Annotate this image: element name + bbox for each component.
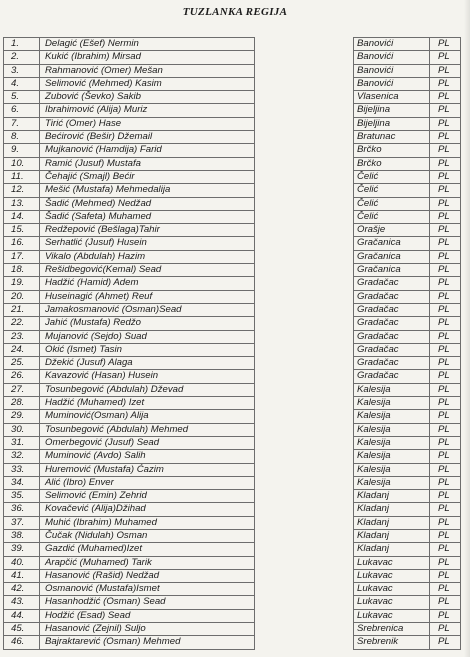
- party-code: PL: [430, 91, 461, 104]
- party-code: PL: [430, 117, 461, 130]
- row-number: 20.: [4, 290, 40, 303]
- table-row: [4, 250, 461, 263]
- table-row: [4, 91, 461, 104]
- spacer-cell: [255, 543, 354, 556]
- municipality: Čelić: [354, 184, 430, 197]
- member-name: Huseinagić (Ahmet) Reuf: [40, 290, 255, 303]
- spacer-cell: [255, 343, 354, 356]
- municipality: Gračanica: [354, 250, 430, 263]
- party-code: PL: [430, 170, 461, 183]
- party-code: PL: [430, 450, 461, 463]
- spacer-cell: [255, 556, 354, 569]
- row-number: 22.: [4, 317, 40, 330]
- party-code: PL: [430, 370, 461, 383]
- member-name: Delagić (Ešef) Nermin: [40, 38, 255, 51]
- table-row: [4, 423, 461, 436]
- party-code: PL: [430, 237, 461, 250]
- member-name: Hodžić (Esad) Sead: [40, 609, 255, 622]
- party-code: PL: [430, 51, 461, 64]
- table-row: [4, 490, 461, 503]
- row-number: 24.: [4, 343, 40, 356]
- table-row: [4, 370, 461, 383]
- table-row: [4, 64, 461, 77]
- spacer-cell: [255, 397, 354, 410]
- member-name: Kukić (Ibrahim) Mirsad: [40, 51, 255, 64]
- party-code: PL: [430, 569, 461, 582]
- spacer-cell: [255, 596, 354, 609]
- row-number: 1.: [4, 38, 40, 51]
- party-code: PL: [430, 343, 461, 356]
- table-row: [4, 397, 461, 410]
- table-row: [4, 104, 461, 117]
- spacer-cell: [255, 423, 354, 436]
- party-code: PL: [430, 596, 461, 609]
- municipality: Kalesija: [354, 476, 430, 489]
- row-number: 41.: [4, 569, 40, 582]
- municipality: Banovići: [354, 64, 430, 77]
- row-number: 40.: [4, 556, 40, 569]
- member-name: Hadžić (Muhamed) Izet: [40, 397, 255, 410]
- party-code: PL: [430, 104, 461, 117]
- spacer-cell: [255, 609, 354, 622]
- spacer-cell: [255, 303, 354, 316]
- table-row: [4, 410, 461, 423]
- spacer-cell: [255, 490, 354, 503]
- member-name: Osmanović (Mustafa)Ismet: [40, 583, 255, 596]
- spacer-cell: [255, 529, 354, 542]
- spacer-cell: [255, 64, 354, 77]
- municipality: Gračanica: [354, 237, 430, 250]
- municipality: Gradačac: [354, 357, 430, 370]
- table-row: [4, 170, 461, 183]
- party-code: PL: [430, 410, 461, 423]
- table-row: [4, 51, 461, 64]
- spacer-cell: [255, 184, 354, 197]
- spacer-cell: [255, 264, 354, 277]
- municipality: Banovići: [354, 38, 430, 51]
- table-row: [4, 290, 461, 303]
- municipality: Brčko: [354, 157, 430, 170]
- spacer-cell: [255, 516, 354, 529]
- spacer-cell: [255, 450, 354, 463]
- row-number: 3.: [4, 64, 40, 77]
- spacer-cell: [255, 623, 354, 636]
- municipality: Gradačac: [354, 330, 430, 343]
- spacer-cell: [255, 503, 354, 516]
- row-number: 8.: [4, 131, 40, 144]
- spacer-cell: [255, 463, 354, 476]
- spacer-cell: [255, 476, 354, 489]
- member-name: Redžepović (Bešlaga)Tahir: [40, 224, 255, 237]
- member-name: Šadić (Mehmed) Nedžad: [40, 197, 255, 210]
- party-code: PL: [430, 609, 461, 622]
- row-number: 6.: [4, 104, 40, 117]
- spacer-cell: [255, 277, 354, 290]
- municipality: Kalesija: [354, 397, 430, 410]
- municipality: Kalesija: [354, 463, 430, 476]
- party-code: PL: [430, 144, 461, 157]
- spacer-cell: [255, 51, 354, 64]
- row-number: 5.: [4, 91, 40, 104]
- spacer-cell: [255, 383, 354, 396]
- row-number: 29.: [4, 410, 40, 423]
- spacer-cell: [255, 210, 354, 223]
- spacer-cell: [255, 131, 354, 144]
- party-code: PL: [430, 303, 461, 316]
- member-name: Selimović (Emin) Zehrid: [40, 490, 255, 503]
- row-number: 45.: [4, 623, 40, 636]
- municipality: Orašje: [354, 224, 430, 237]
- party-code: PL: [430, 357, 461, 370]
- member-name: Vikalo (Abdulah) Hazim: [40, 250, 255, 263]
- spacer-cell: [255, 436, 354, 449]
- municipality: Kladanj: [354, 529, 430, 542]
- party-code: PL: [430, 436, 461, 449]
- table-row: [4, 330, 461, 343]
- municipality: Lukavac: [354, 556, 430, 569]
- municipality: Bijeljina: [354, 104, 430, 117]
- member-name: Kavazović (Hasan) Husein: [40, 370, 255, 383]
- member-name: Ramić (Jusuf) Mustafa: [40, 157, 255, 170]
- party-code: PL: [430, 623, 461, 636]
- table-row: [4, 583, 461, 596]
- municipality: Vlasenica: [354, 91, 430, 104]
- row-number: 9.: [4, 144, 40, 157]
- member-name: Mešić (Mustafa) Mehmedalija: [40, 184, 255, 197]
- member-name: Tosunbegović (Abdulah) Mehmed: [40, 423, 255, 436]
- member-name: Gazdić (Muhamed)Izet: [40, 543, 255, 556]
- spacer-cell: [255, 370, 354, 383]
- row-number: 26.: [4, 370, 40, 383]
- row-number: 43.: [4, 596, 40, 609]
- table-row: [4, 77, 461, 90]
- member-name: Hasanović (Zejnil) Suljo: [40, 623, 255, 636]
- municipality: Kalesija: [354, 423, 430, 436]
- spacer-cell: [255, 569, 354, 582]
- member-name: Tirić (Omer) Hase: [40, 117, 255, 130]
- party-code: PL: [430, 543, 461, 556]
- municipality: Gradačac: [354, 290, 430, 303]
- municipality: Bratunac: [354, 131, 430, 144]
- member-name: Ibrahimović (Alija) Muriz: [40, 104, 255, 117]
- municipality: Kalesija: [354, 383, 430, 396]
- row-number: 46.: [4, 636, 40, 649]
- municipality: Bijeljina: [354, 117, 430, 130]
- party-code: PL: [430, 463, 461, 476]
- municipality: Brčko: [354, 144, 430, 157]
- member-roster-table: [3, 37, 461, 650]
- page-title: TUZLANKA REGIJA: [182, 6, 288, 18]
- table-row: [4, 516, 461, 529]
- table-row: [4, 144, 461, 157]
- member-name: Jamakosmanović (Osman)Sead: [40, 303, 255, 316]
- member-name: Muminović(Osman) Alija: [40, 410, 255, 423]
- spacer-cell: [255, 170, 354, 183]
- party-code: PL: [430, 210, 461, 223]
- member-name: Kovačević (Alija)Džihad: [40, 503, 255, 516]
- table-row: [4, 463, 461, 476]
- member-name: Muminović (Avdo) Salih: [40, 450, 255, 463]
- member-name: Zubović (Ševko) Sakib: [40, 91, 255, 104]
- party-code: PL: [430, 224, 461, 237]
- municipality: Lukavac: [354, 569, 430, 582]
- spacer-cell: [255, 636, 354, 649]
- row-number: 28.: [4, 397, 40, 410]
- member-name: Čehajić (Smajl) Bećir: [40, 170, 255, 183]
- party-code: PL: [430, 516, 461, 529]
- party-code: PL: [430, 397, 461, 410]
- municipality: Lukavac: [354, 596, 430, 609]
- row-number: 34.: [4, 476, 40, 489]
- party-code: PL: [430, 184, 461, 197]
- municipality: Gradačac: [354, 317, 430, 330]
- member-name: Šadić (Safeta) Muhamed: [40, 210, 255, 223]
- party-code: PL: [430, 131, 461, 144]
- row-number: 13.: [4, 197, 40, 210]
- municipality: Gradačac: [354, 370, 430, 383]
- party-code: PL: [430, 197, 461, 210]
- row-number: 11.: [4, 170, 40, 183]
- municipality: Gradačac: [354, 343, 430, 356]
- table-row: [4, 237, 461, 250]
- member-name: Okić (Ismet) Tasin: [40, 343, 255, 356]
- member-name: Selimović (Mehmed) Kasim: [40, 77, 255, 90]
- row-number: 12.: [4, 184, 40, 197]
- municipality: Banovići: [354, 51, 430, 64]
- municipality: Lukavac: [354, 609, 430, 622]
- municipality: Kalesija: [354, 436, 430, 449]
- table-row: [4, 277, 461, 290]
- municipality: Čelić: [354, 210, 430, 223]
- member-name: Huremović (Mustafa) Ćazim: [40, 463, 255, 476]
- row-number: 7.: [4, 117, 40, 130]
- party-code: PL: [430, 383, 461, 396]
- row-number: 23.: [4, 330, 40, 343]
- table-row: [4, 210, 461, 223]
- party-code: PL: [430, 277, 461, 290]
- municipality: Gradačac: [354, 303, 430, 316]
- spacer-cell: [255, 117, 354, 130]
- party-code: PL: [430, 636, 461, 649]
- spacer-cell: [255, 330, 354, 343]
- spacer-cell: [255, 583, 354, 596]
- table-row: [4, 38, 461, 51]
- spacer-cell: [255, 91, 354, 104]
- spacer-cell: [255, 197, 354, 210]
- party-code: PL: [430, 476, 461, 489]
- municipality: Čelić: [354, 197, 430, 210]
- spacer-cell: [255, 77, 354, 90]
- municipality: Kalesija: [354, 410, 430, 423]
- municipality: Kladanj: [354, 516, 430, 529]
- table-row: [4, 609, 461, 622]
- municipality: Kladanj: [354, 503, 430, 516]
- table-row: [4, 264, 461, 277]
- party-code: PL: [430, 317, 461, 330]
- row-number: 36.: [4, 503, 40, 516]
- party-code: PL: [430, 490, 461, 503]
- member-name: Alić (Ibro) Enver: [40, 476, 255, 489]
- member-name: Jahić (Mustafa) Redžo: [40, 317, 255, 330]
- table-row: [4, 450, 461, 463]
- table-row: [4, 184, 461, 197]
- table-row: [4, 623, 461, 636]
- party-code: PL: [430, 77, 461, 90]
- party-code: PL: [430, 64, 461, 77]
- party-code: PL: [430, 556, 461, 569]
- member-name: Tosunbegović (Abdulah) Dževad: [40, 383, 255, 396]
- spacer-cell: [255, 290, 354, 303]
- table-row: [4, 476, 461, 489]
- table-row: [4, 317, 461, 330]
- member-name: Arapčić (Muhamed) Tarik: [40, 556, 255, 569]
- spacer-cell: [255, 104, 354, 117]
- table-row: [4, 131, 461, 144]
- table-row: [4, 543, 461, 556]
- party-code: PL: [430, 503, 461, 516]
- member-name: Hadžić (Hamid) Adem: [40, 277, 255, 290]
- row-number: 38.: [4, 529, 40, 542]
- party-code: PL: [430, 157, 461, 170]
- member-name: Muhić (Ibrahim) Muhamed: [40, 516, 255, 529]
- row-number: 44.: [4, 609, 40, 622]
- row-number: 30.: [4, 423, 40, 436]
- party-code: PL: [430, 250, 461, 263]
- member-name: Džekić (Jusuf) Alaga: [40, 357, 255, 370]
- page-edge-shadow: [464, 0, 470, 657]
- spacer-cell: [255, 357, 354, 370]
- municipality: Kalesija: [354, 450, 430, 463]
- row-number: 4.: [4, 77, 40, 90]
- row-number: 37.: [4, 516, 40, 529]
- municipality: Kladanj: [354, 490, 430, 503]
- row-number: 15.: [4, 224, 40, 237]
- spacer-cell: [255, 38, 354, 51]
- municipality: Gračanica: [354, 264, 430, 277]
- table-row: [4, 357, 461, 370]
- party-code: PL: [430, 330, 461, 343]
- municipality: Srebrenik: [354, 636, 430, 649]
- member-name: Rahmanović (Omer) Mešan: [40, 64, 255, 77]
- row-number: 27.: [4, 383, 40, 396]
- party-code: PL: [430, 290, 461, 303]
- municipality: Kladanj: [354, 543, 430, 556]
- spacer-cell: [255, 250, 354, 263]
- member-name: Mujkanović (Hamdija) Farid: [40, 144, 255, 157]
- row-number: 14.: [4, 210, 40, 223]
- table-row: [4, 157, 461, 170]
- row-number: 42.: [4, 583, 40, 596]
- table-row: [4, 343, 461, 356]
- member-name: Rešidbegović(Kemal) Sead: [40, 264, 255, 277]
- municipality: Čelić: [354, 170, 430, 183]
- table-row: [4, 636, 461, 649]
- spacer-cell: [255, 410, 354, 423]
- row-number: 21.: [4, 303, 40, 316]
- row-number: 2.: [4, 51, 40, 64]
- municipality: Lukavac: [354, 583, 430, 596]
- table-row: [4, 529, 461, 542]
- table-row: [4, 503, 461, 516]
- spacer-cell: [255, 237, 354, 250]
- table-row: [4, 596, 461, 609]
- party-code: PL: [430, 423, 461, 436]
- table-row: [4, 569, 461, 582]
- spacer-cell: [255, 157, 354, 170]
- party-code: PL: [430, 38, 461, 51]
- row-number: 35.: [4, 490, 40, 503]
- member-name: Hasanović (Rašid) Nedžad: [40, 569, 255, 582]
- party-code: PL: [430, 529, 461, 542]
- table-row: [4, 197, 461, 210]
- table-row: [4, 303, 461, 316]
- table-row: [4, 383, 461, 396]
- row-number: 25.: [4, 357, 40, 370]
- member-name: Mujanović (Sejdo) Suad: [40, 330, 255, 343]
- table-row: [4, 436, 461, 449]
- row-number: 17.: [4, 250, 40, 263]
- roster-body: [4, 38, 461, 650]
- table-row: [4, 117, 461, 130]
- spacer-cell: [255, 224, 354, 237]
- member-name: Bećirović (Bešir) Džemail: [40, 131, 255, 144]
- member-name: Bajraktarević (Osman) Mehmed: [40, 636, 255, 649]
- table-row: [4, 556, 461, 569]
- table-row: [4, 224, 461, 237]
- row-number: 39.: [4, 543, 40, 556]
- party-code: PL: [430, 264, 461, 277]
- municipality: Srebrenica: [354, 623, 430, 636]
- row-number: 10.: [4, 157, 40, 170]
- row-number: 16.: [4, 237, 40, 250]
- row-number: 19.: [4, 277, 40, 290]
- spacer-cell: [255, 144, 354, 157]
- row-number: 33.: [4, 463, 40, 476]
- member-name: Hasanhodžić (Osman) Sead: [40, 596, 255, 609]
- row-number: 31.: [4, 436, 40, 449]
- spacer-cell: [255, 317, 354, 330]
- member-name: Omerbegović (Jusuf) Sead: [40, 436, 255, 449]
- municipality: Banovići: [354, 77, 430, 90]
- row-number: 32.: [4, 450, 40, 463]
- municipality: Gradačac: [354, 277, 430, 290]
- member-name: Čučak (Nidulah) Osman: [40, 529, 255, 542]
- row-number: 18.: [4, 264, 40, 277]
- party-code: PL: [430, 583, 461, 596]
- member-name: Serhatlić (Jusuf) Husein: [40, 237, 255, 250]
